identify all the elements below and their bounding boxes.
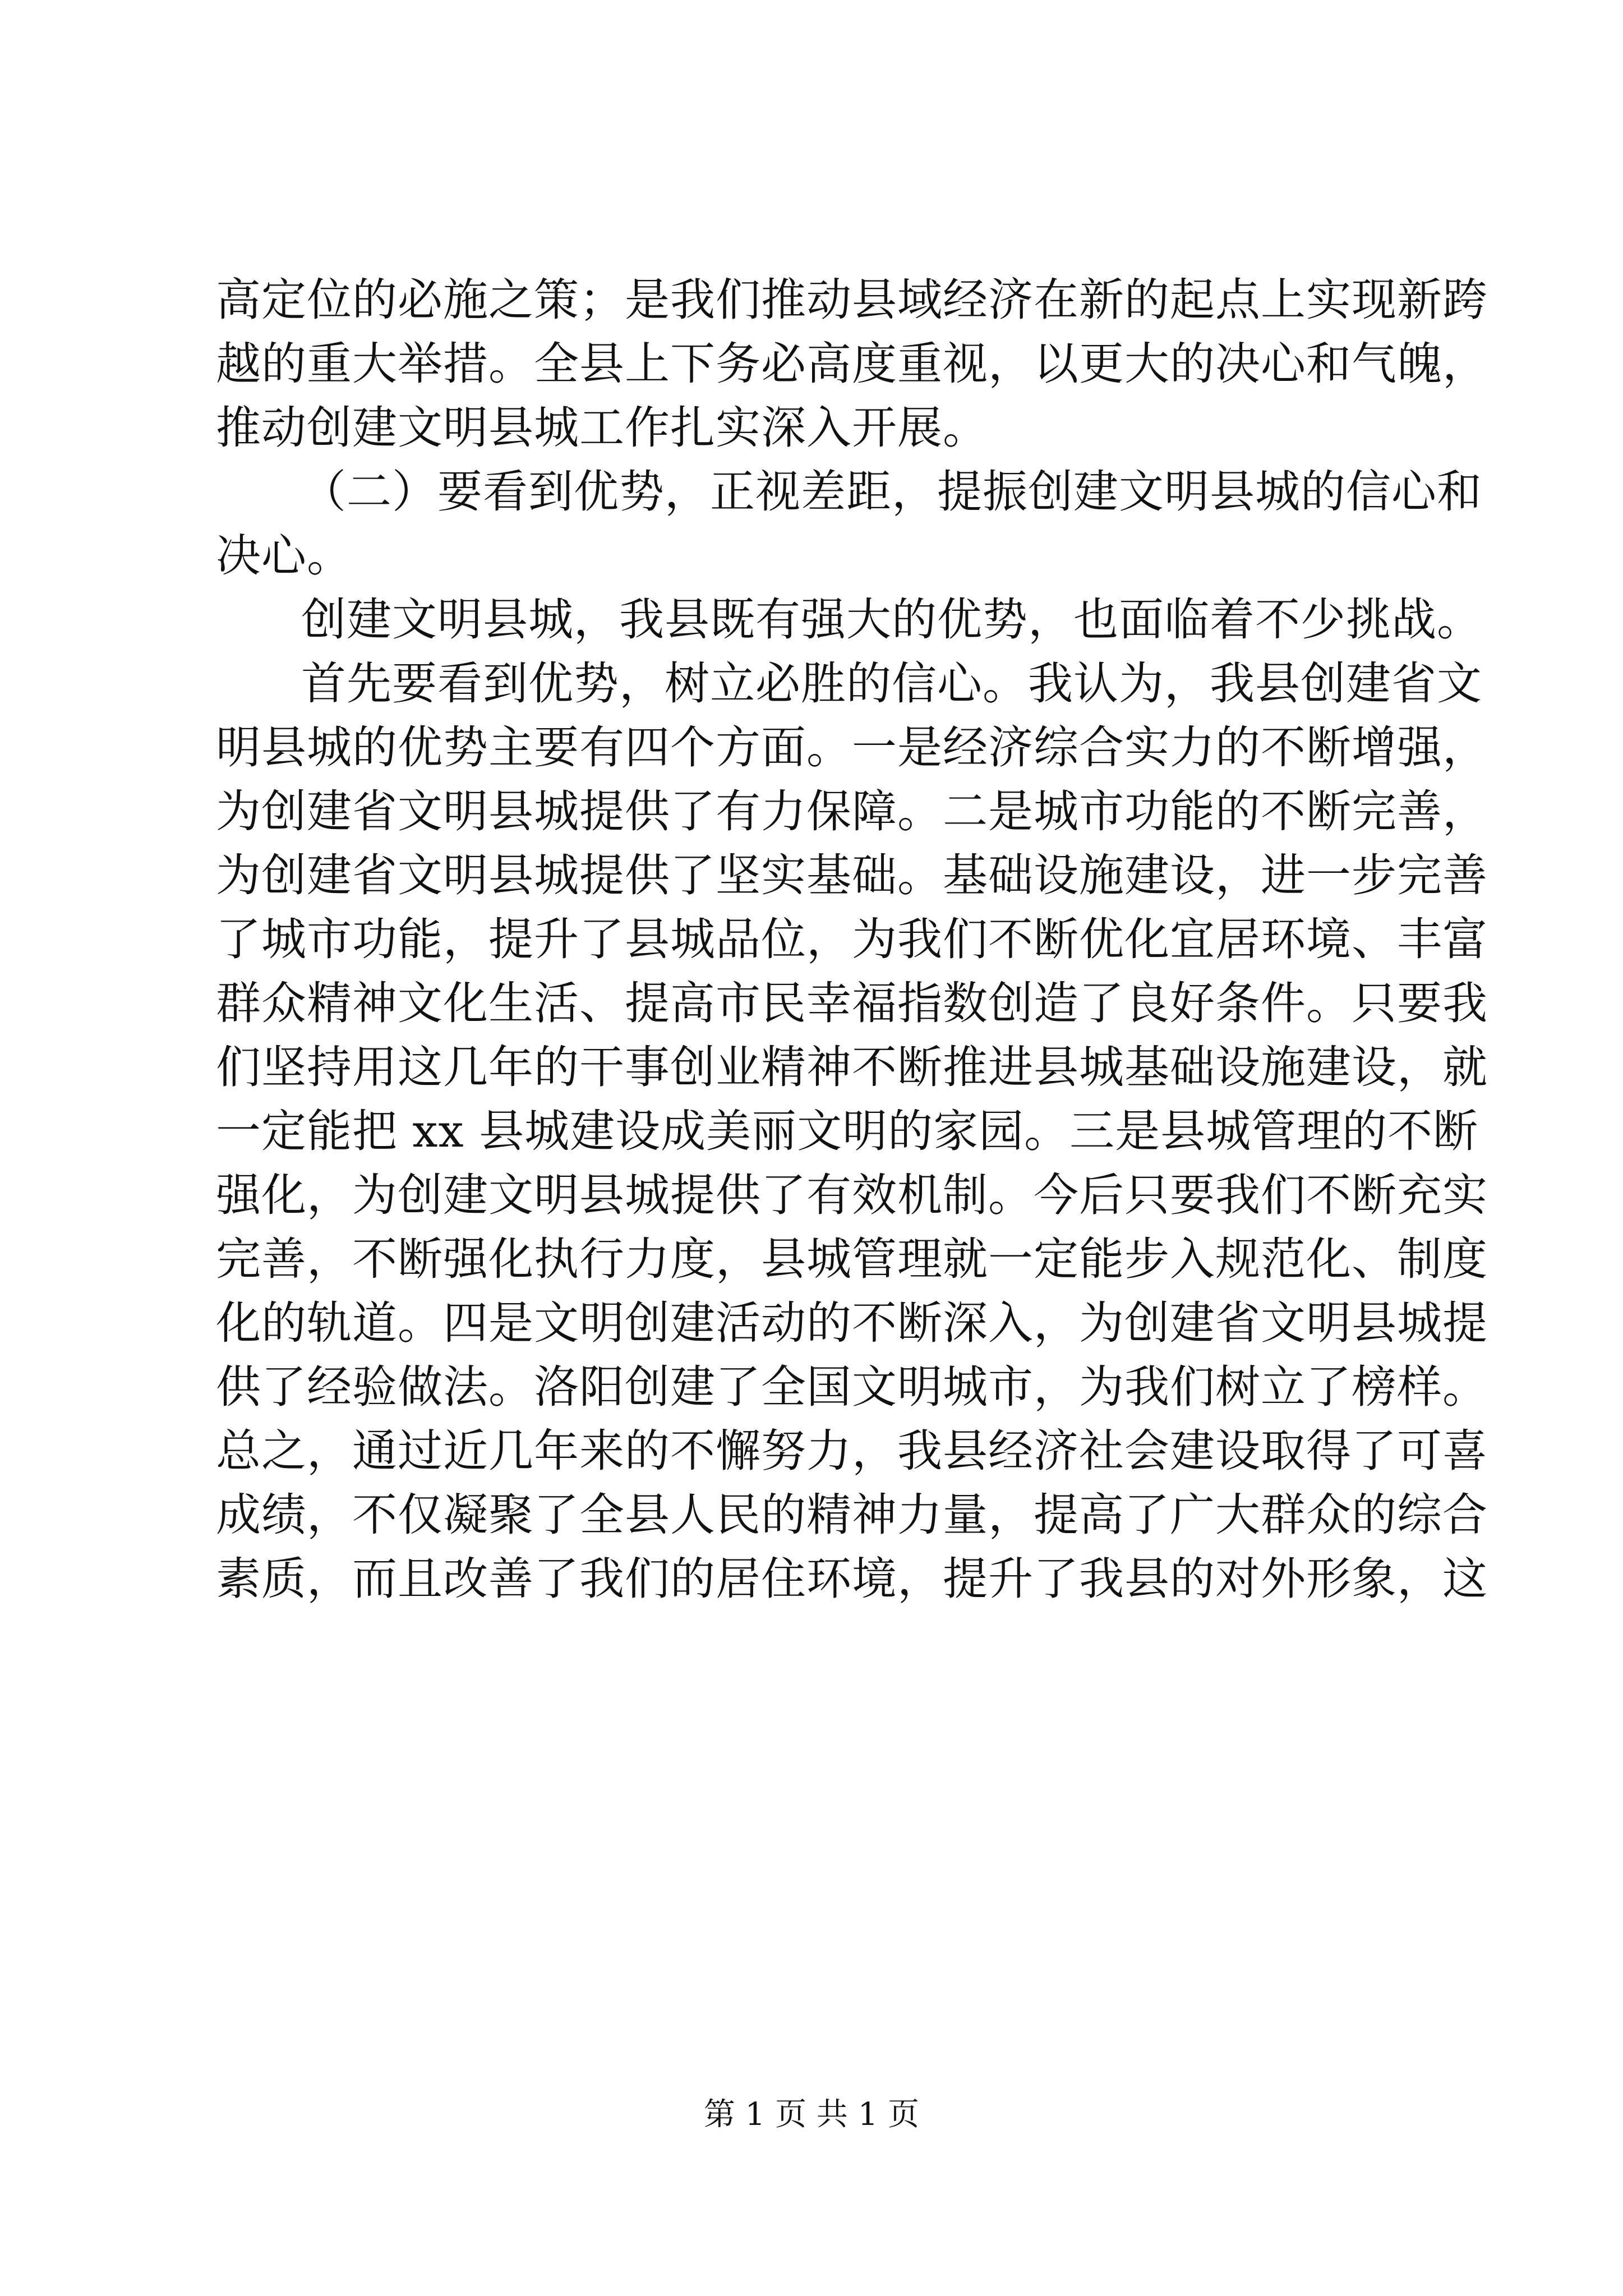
text-line: 一定能把 xx 县城建设成美丽文明的家园。三是县城管理的不断 bbox=[216, 1105, 1479, 1157]
section-heading: （二）要看到优势，正视差距，提振创建文明县城的信心和 bbox=[301, 466, 1482, 518]
text-line: 群众精神文化生活、提高市民幸福指数创造了良好条件。只要我 bbox=[216, 977, 1488, 1029]
page-footer bbox=[0, 2095, 1623, 2134]
text-line: 推动创建文明县城工作扎实深入开展。 bbox=[216, 402, 988, 454]
page-number-label: 第 1 页 共 1 页 bbox=[703, 2096, 920, 2133]
text-line: 为创建省文明县城提供了有力保障。二是城市功能的不断完善， bbox=[216, 785, 1488, 838]
text-line: 素质，而且改善了我们的居住环境，提升了我县的对外形象，这 bbox=[216, 1553, 1488, 1605]
text-line: 了城市功能，提升了县城品位，为我们不断优化宜居环境、丰富 bbox=[216, 913, 1488, 965]
text-line: 完善，不断强化执行力度，县城管理就一定能步入规范化、制度 bbox=[216, 1233, 1488, 1285]
document-body bbox=[216, 268, 1488, 1611]
text-line: 越的重大举措。全县上下务必高度重视，以更大的决心和气魄， bbox=[216, 338, 1488, 390]
text-line: 为创建省文明县城提供了坚实基础。基础设施建设，进一步完善 bbox=[216, 849, 1488, 901]
text-line: 强化，为创建文明县城提供了有效机制。今后只要我们不断充实 bbox=[216, 1169, 1488, 1221]
text-line: 首先要看到优势，树立必胜的信心。我认为，我县创建省文 bbox=[301, 657, 1482, 710]
text-line: 化的轨道。四是文明创建活动的不断深入，为创建省文明县城提 bbox=[216, 1297, 1488, 1349]
text-line: 高定位的必施之策；是我们推动县域经济在新的起点上实现新跨 bbox=[216, 274, 1488, 326]
text-line: 明县城的优势主要有四个方面。一是经济综合实力的不断增强， bbox=[216, 721, 1488, 774]
text-line: 创建文明县城，我县既有强大的优势，也面临着不少挑战。 bbox=[301, 593, 1482, 646]
text-line: 成绩，不仅凝聚了全县人民的精神力量，提高了广大群众的综合 bbox=[216, 1489, 1488, 1541]
text-line: 总之，通过近几年来的不懈努力，我县经济社会建设取得了可喜 bbox=[216, 1425, 1488, 1477]
text-line: 们坚持用这几年的干事创业精神不断推进县城基础设施建设，就 bbox=[216, 1041, 1488, 1093]
text-line: 供了经验做法。洛阳创建了全国文明城市，为我们树立了榜样。 bbox=[216, 1361, 1488, 1413]
section-heading-cont: 决心。 bbox=[216, 530, 352, 582]
